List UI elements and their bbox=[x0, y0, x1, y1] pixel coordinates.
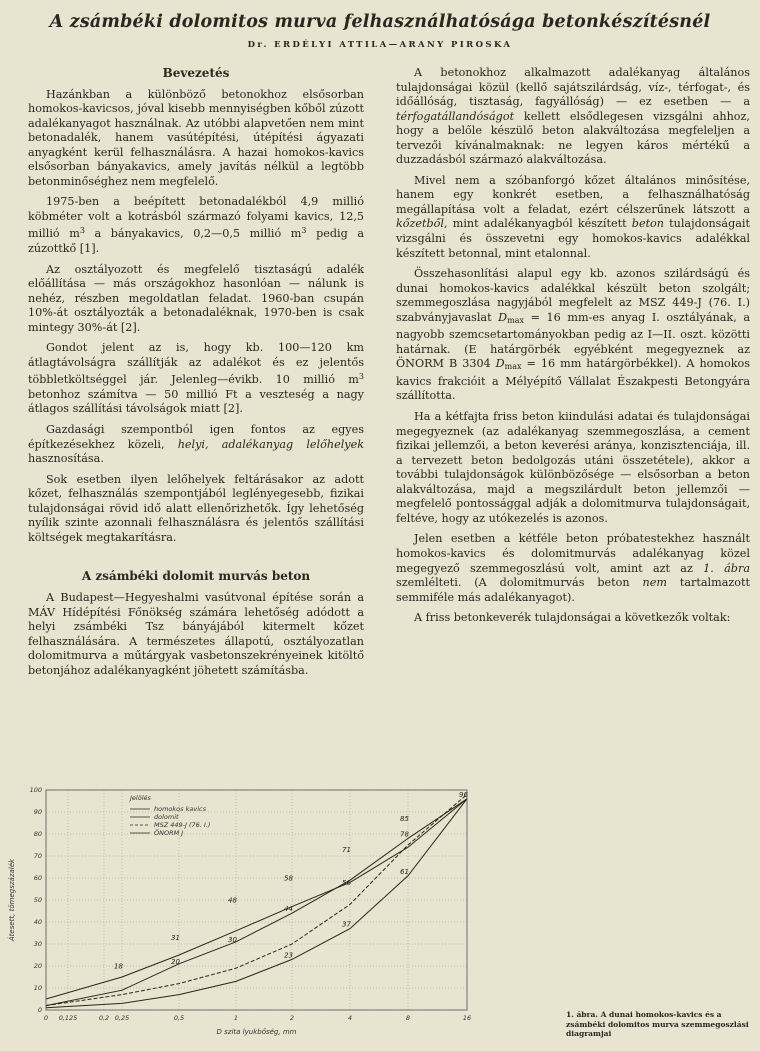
figure-caption: 1. ábra. A dunai homokos-kavics és a zsámbéki dolomitos murva szemmegoszlási diagramjai bbox=[566, 1010, 749, 1038]
data-label: 20 bbox=[171, 958, 180, 966]
article-title: A zsámbéki dolomitos murva felhasználhatósága betonkészítésnél bbox=[49, 12, 711, 32]
x-tick-label: 4 bbox=[347, 1014, 353, 1022]
y-tick-label: 20 bbox=[33, 962, 42, 970]
paragraph: A friss betonkeverék tulajdonságai a következők voltak: bbox=[414, 611, 731, 625]
data-label: 58 bbox=[284, 874, 293, 883]
data-label: 96 bbox=[459, 790, 468, 799]
series-line bbox=[46, 799, 467, 999]
x-tick-label: 0,2 bbox=[98, 1014, 110, 1022]
paragraph: Hazánkban a különböző betonokhoz elsősorban homokos-kavicsos, jóval kisebb mennyiségben kőből zúzott adalékanyagot használnak. Az utóbbi alapvetően nem mint betonadalék, hanem vasútépítési, útépítési ágyazati anyagként kerül felhasználásra. A hazai homokos-kavics elsősorban bányakavics, amely javítás nélkül a legtöbb betonminőséghez nem megfelelő. bbox=[28, 87, 364, 188]
x-tick-label: 8 bbox=[405, 1014, 411, 1022]
data-label: 18 bbox=[114, 962, 123, 971]
section-heading-dolomite: A zsámbéki dolomit murvás beton bbox=[81, 569, 311, 584]
y-tick-label: 100 bbox=[29, 786, 42, 794]
legend-title: Jelölés bbox=[130, 794, 151, 802]
data-label: 37 bbox=[342, 920, 351, 929]
data-label: 48 bbox=[228, 896, 237, 905]
x-tick-label: 2 bbox=[289, 1014, 295, 1022]
right-column bbox=[396, 58, 750, 632]
y-tick-label: 80 bbox=[33, 830, 42, 838]
data-label: 44 bbox=[284, 905, 293, 914]
paragraph: Gazdasági szempontból igen fontos az egyes építkezésekhez közeli, helyi, adalékanyag lelőhelyek hasznosítása. bbox=[28, 423, 364, 466]
y-tick-label: 10 bbox=[33, 984, 42, 992]
y-tick-label: 30 bbox=[33, 940, 42, 948]
data-label: 71 bbox=[342, 845, 351, 854]
x-tick-label: 0,25 bbox=[114, 1014, 130, 1022]
y-axis-label: Átesett, tömegszázalék bbox=[8, 858, 16, 942]
data-label: 61 bbox=[400, 867, 409, 876]
y-tick-label: 90 bbox=[33, 808, 42, 816]
data-label: 30 bbox=[228, 936, 237, 944]
x-tick-label: 0 bbox=[43, 1014, 49, 1022]
legend-item: MSZ 449-J (76. I.) bbox=[154, 821, 211, 829]
paragraph: A Budapest—Hegyeshalmi vasútvonal építése során a MÁV Hídépítési Főnökség számára lehetőség adódott a helyi zsámbéki Tsz bányájából kitermelt kőzet felhasználására. A természetes állapotú, osztályozatlan dolomitmurva a műtárgyak vasbetonszekrényeinek kitöltő betonjához adalékanyagként jöhetett számításba. bbox=[28, 590, 364, 677]
legend-item: dolomit bbox=[154, 813, 179, 821]
paragraph: Ha a kétfajta friss beton kiindulási adatai és tulajdonságai megegyeznek (az adalékanyag szemmegoszlása, a cement fizikai jellemzői, a beton keverési aránya, konzisztenciája, ill. a tervezett beton bedolgozás utáni összetétele), akkor a további tulajdonságok különbözősége — elsősorban a beton alakváltozása, majd a megszilárdult beton jellemzői — megfelelő pontossággal adják a dolomitmurva tulajdonságait, feltéve, hogy az utókezelés is azonos. bbox=[396, 410, 750, 525]
legend-item: ÖNORM J bbox=[154, 829, 184, 837]
data-label: 31 bbox=[171, 933, 180, 942]
paragraph: A betonokhoz alkalmazott adalékanyag általános tulajdonságai közül (kellő sajátszilárdság, víz-, térfogat-, és időállóság, tisztaság, fagyállóság) — ez esetben — a térfogatállandóságot kellett elsődlegesen vizsgálni ahhoz, hogy a belőle készülő beton alakváltozása megfeleljen a tervezői kívánalmaknak: ne legyen káros mértékű a duzzadásból származó alakváltozása. bbox=[396, 66, 750, 167]
paragraph: Gondot jelent az is, hogy kb. 100—120 km átlagtávolságra szállítják az adalékot és ez jelentős többletköltséggel jár. Jelenleg—évikb. 10 millió $m^3$ betonhoz számítva — 50 millió Ft a veszteség a nagy átlagos szállítási távolságok miatt [2]. bbox=[28, 341, 364, 416]
x-tick-label: 0,5 bbox=[173, 1014, 185, 1022]
x-tick-label: 16 bbox=[462, 1014, 472, 1022]
x-tick-label: 0,125 bbox=[58, 1014, 78, 1022]
paragraph: Az osztályozott és megfelelő tisztaságú adalék előállítása — más országokhoz hasonlóan — nálunk is nehéz, részben megoldatlan feladat. 1960-ban csupán 10%-át osztályozták a betonadaléknak, 1970-ben is csak mintegy 30%-át [2]. bbox=[28, 262, 364, 334]
paragraph: 1975-ben a beépített betonadalékból 4,9 millió köbméter volt a kotrásból származó folyami kavics, 12,5 millió $m^3$ a bányakavics, 0,2—0,5 millió $m^3$ pedig a zúzottkő [1]. bbox=[28, 195, 365, 256]
data-label: 56 bbox=[342, 878, 351, 887]
paragraph: Összehasonlítási alapul egy kb. azonos szilárdságú és dunai homokos-kavics adalékkal készült beton szolgált; szemmegoszlása nagyjából megfelelt az MSZ 449-J (76. I.) szabványjavaslat $D_{max} = 16$ mm-es anyag I. osztályának, a nagyobb szemcsetartományokban pedig az I—II. oszt. közötti határnak. (E határgörbék egyébként megegyeznek az ÖNORM B 3304 $D_{max} = 16$ mm határgörbékkel). A homokos kavics frakcióit a Mélyépítő Vállalat Északpesti Betongyára szállította. bbox=[396, 267, 750, 403]
paragraph: Jelen esetben a kétféle beton próbatestekhez használt homokos-kavics és dolomitmurvás adalékanyag közel megegyező szemmegoszlású volt, amint azt az 1. ábra szemlélteti. (A dolomitmurvás beton nem tartalmazott semmiféle más adalékanyagot). bbox=[396, 532, 751, 604]
paragraph: Sok esetben ilyen lelőhelyek feltárásakor az adott kőzet, felhasználás szempontjából leglényegesebb, fizikai tulajdonságai rövid idő alatt ellenőrizhetők. Így lehetőség nyílik szinte azonnali felhasználásra és jelentős szállítási költségek megtakarításra. bbox=[28, 472, 364, 544]
y-tick-label: 40 bbox=[33, 918, 42, 926]
article-authors: Dr. ERDÉLYI ATTILA—ARANY PIROSKA bbox=[247, 40, 513, 50]
x-tick-label: 1 bbox=[233, 1014, 239, 1022]
y-tick-label: 50 bbox=[33, 896, 42, 904]
data-label: 78 bbox=[400, 830, 409, 839]
y-tick-label: 70 bbox=[33, 852, 42, 860]
section-heading-introduction: Bevezetés bbox=[162, 66, 230, 80]
paragraph: Mivel nem a szóbanforgó kőzet általános minősítése, hanem egy konkrét esetben, a felhasználhatóság megállapítása volt a feladat, ezért célszerűnek látszott a kőzetből, mint adalékanyagból készített beton tulajdonságait vizsgálni és összevetni egy homokos-kavics adalékkal készített betonnal, mint etalonnal. bbox=[396, 173, 750, 260]
data-label: 85 bbox=[400, 815, 409, 823]
data-label: 23 bbox=[284, 951, 293, 960]
left-column bbox=[28, 58, 364, 684]
x-axis-label: D szita lyukbőség, mm bbox=[216, 1028, 297, 1036]
y-tick-label: 0 bbox=[37, 1006, 42, 1014]
legend-item: homokos kavics bbox=[154, 805, 206, 813]
y-tick-label: 60 bbox=[33, 874, 42, 882]
